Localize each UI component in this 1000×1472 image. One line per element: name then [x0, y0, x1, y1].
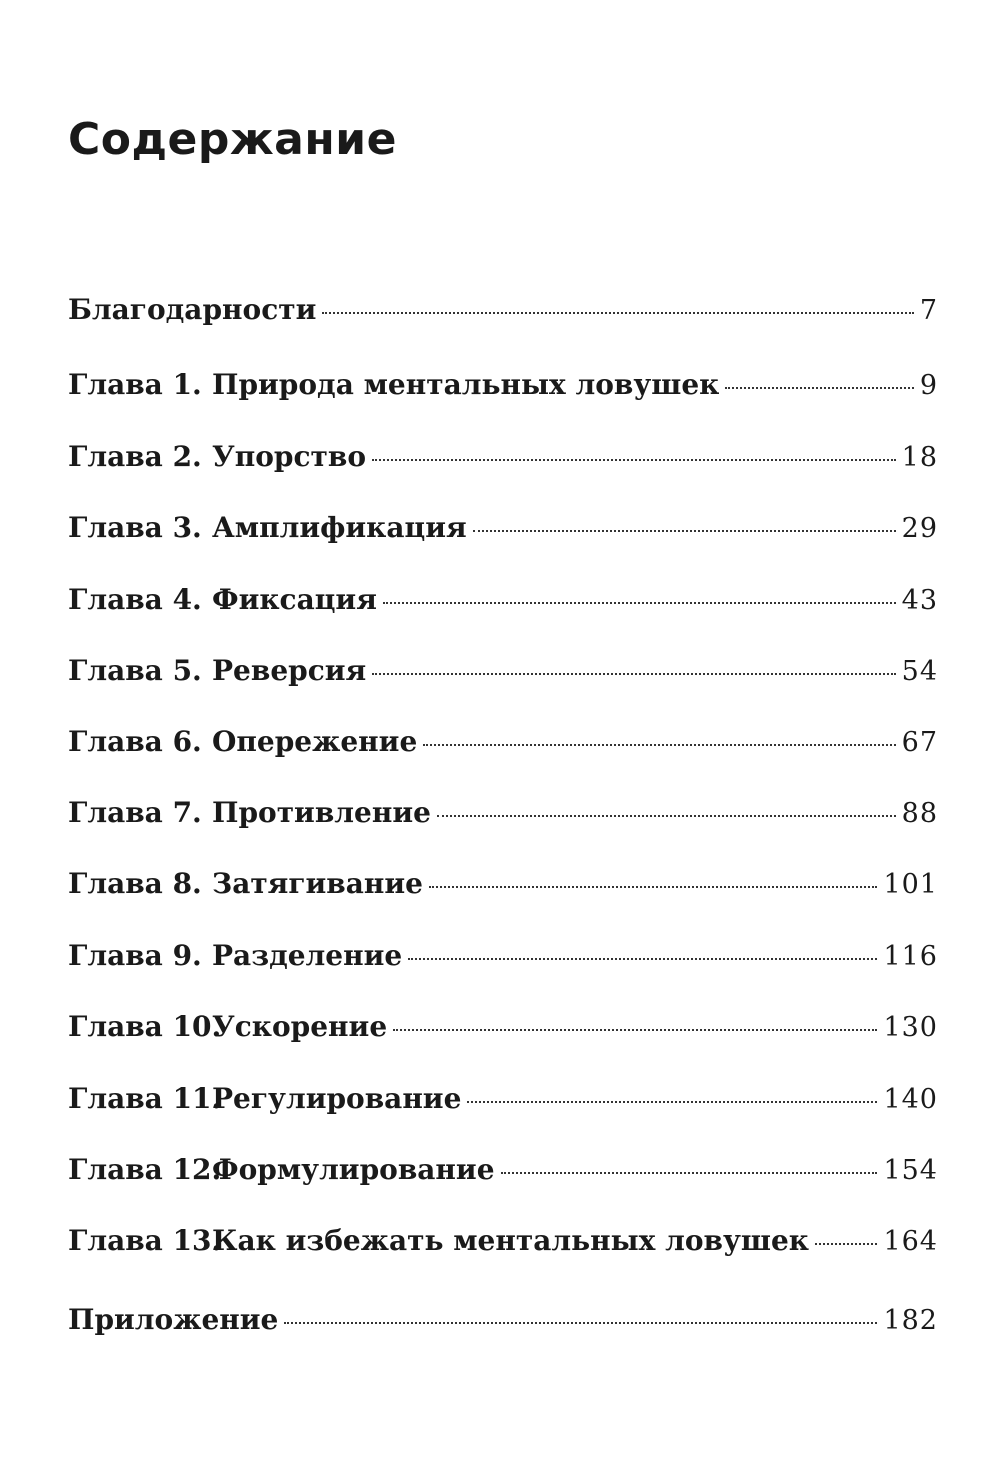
- dot-leader: [815, 1243, 877, 1245]
- chapter-title: Формулирование: [212, 1153, 495, 1186]
- dot-leader: [408, 958, 877, 960]
- dot-leader: [284, 1322, 877, 1324]
- toc-entry-chapter-5[interactable]: [68, 651, 938, 691]
- entry-label: Приложение: [68, 1303, 279, 1336]
- page-number: 18: [901, 442, 938, 473]
- dot-leader: [473, 530, 896, 532]
- dot-leader: [322, 312, 913, 314]
- toc-entry-chapter-7[interactable]: [68, 793, 938, 833]
- chapter-title: Природа ментальных ловушек: [212, 368, 720, 401]
- toc-entry-chapter-10[interactable]: [68, 1007, 938, 1047]
- page-number: 182: [883, 1305, 938, 1336]
- chapter-number: Глава 3.: [68, 511, 202, 544]
- chapter-number: Глава 11.: [68, 1082, 222, 1115]
- dot-leader: [501, 1172, 878, 1174]
- page-number: 130: [883, 1012, 938, 1043]
- dot-leader: [372, 673, 895, 675]
- page-number: 116: [883, 941, 938, 972]
- chapter-title: Амплификация: [212, 511, 467, 544]
- chapter-number: Глава 4.: [68, 583, 202, 616]
- toc-entry-chapter-11[interactable]: [68, 1079, 938, 1119]
- dot-leader: [393, 1029, 877, 1031]
- chapter-title: Опережение: [212, 725, 418, 758]
- dot-leader: [372, 459, 896, 461]
- toc-entry-chapter-2[interactable]: [68, 437, 938, 477]
- page-number: 140: [883, 1084, 938, 1115]
- page-number: 29: [901, 513, 938, 544]
- chapter-title: Упорство: [212, 440, 366, 473]
- page-title: Содержание: [68, 114, 397, 165]
- chapter-title: Противление: [212, 796, 431, 829]
- chapter-number: Глава 8.: [68, 867, 202, 900]
- dot-leader: [437, 815, 896, 817]
- chapter-title: Ускорение: [212, 1010, 388, 1043]
- toc-entry-chapter-1[interactable]: [68, 365, 938, 405]
- chapter-number: Глава 10.: [68, 1010, 222, 1043]
- page-number: 101: [883, 869, 938, 900]
- chapter-number: Глава 7.: [68, 796, 202, 829]
- toc-entry-chapter-12[interactable]: [68, 1150, 938, 1190]
- chapter-number: Глава 9.: [68, 939, 202, 972]
- toc-entry-appendix[interactable]: [68, 1300, 938, 1340]
- page-number: 9: [919, 370, 938, 401]
- chapter-number: Глава 1.: [68, 368, 202, 401]
- toc-entry-chapter-8[interactable]: [68, 864, 938, 904]
- page-number: 154: [883, 1155, 938, 1186]
- toc-entry-chapter-6[interactable]: [68, 722, 938, 762]
- chapter-number: Глава 5.: [68, 654, 202, 687]
- page-number: 54: [901, 656, 938, 687]
- chapter-number: Глава 2.: [68, 440, 202, 473]
- toc-entry-acknowledgements[interactable]: [68, 290, 938, 330]
- chapter-title: Как избежать ментальных ловушек: [212, 1224, 810, 1257]
- chapter-title: Фиксация: [212, 583, 377, 616]
- chapter-number: Глава 13.: [68, 1224, 222, 1257]
- page-number: 67: [901, 727, 938, 758]
- toc-entry-chapter-3[interactable]: [68, 508, 938, 548]
- dot-leader: [423, 744, 895, 746]
- chapter-number: Глава 12.: [68, 1153, 222, 1186]
- entry-label: Благодарности: [68, 293, 317, 326]
- page-number: 164: [883, 1226, 938, 1257]
- toc-entry-chapter-9[interactable]: [68, 936, 938, 976]
- dot-leader: [725, 387, 913, 389]
- dot-leader: [383, 602, 896, 604]
- page-number: 43: [901, 585, 938, 616]
- toc-entry-chapter-4[interactable]: [68, 580, 938, 620]
- page-number: 7: [919, 295, 938, 326]
- chapter-title: Разделение: [212, 939, 403, 972]
- toc-entry-chapter-13[interactable]: [68, 1221, 938, 1261]
- chapter-title: Регулирование: [212, 1082, 462, 1115]
- chapter-number: Глава 6.: [68, 725, 202, 758]
- chapter-title: Реверсия: [212, 654, 367, 687]
- dot-leader: [467, 1101, 877, 1103]
- dot-leader: [429, 886, 877, 888]
- chapter-title: Затягивание: [212, 867, 423, 900]
- page-number: 88: [901, 798, 938, 829]
